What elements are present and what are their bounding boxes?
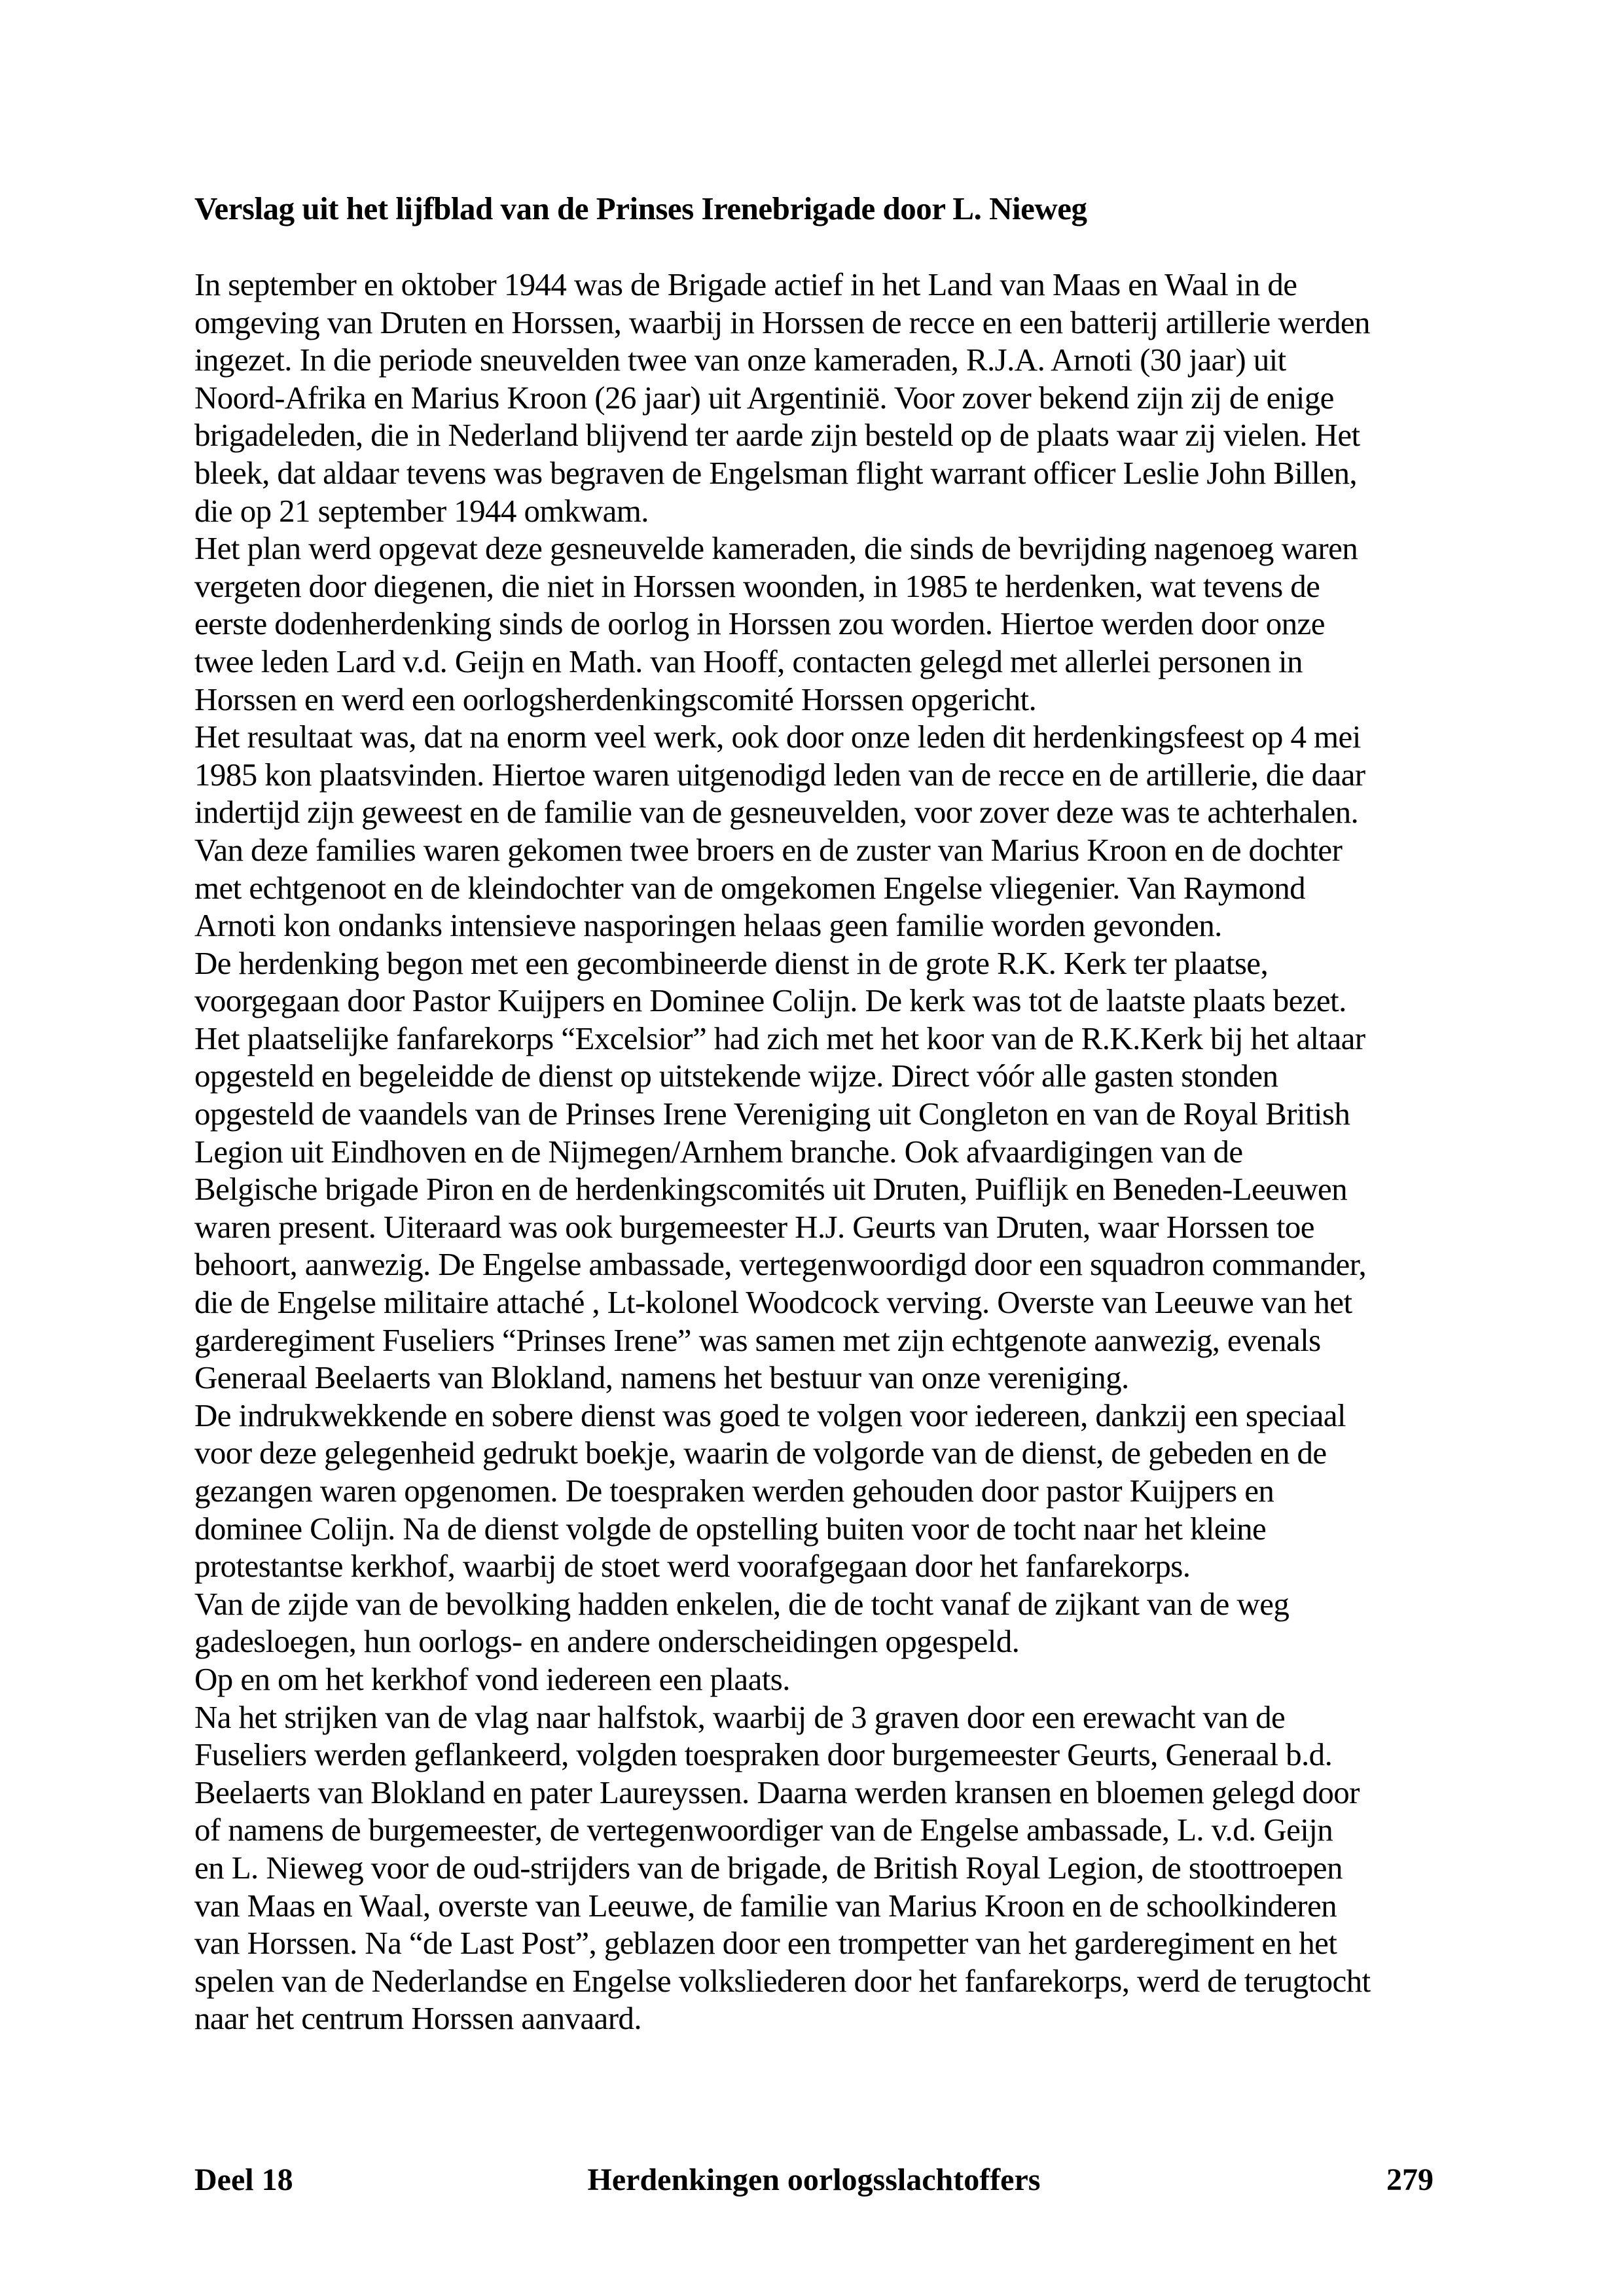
text-line: protestantse kerkhof, waarbij de stoet werd voorafgegaan door het fanfarekorps. xyxy=(194,1548,1191,1585)
text-line: Generaal Beelaerts van Blokland, namens het bestuur van onze vereniging. xyxy=(194,1359,1129,1396)
text-line: Het plan werd opgevat deze gesneuvelde kameraden, die sinds de bevrijding nagenoeg waren xyxy=(194,530,1358,567)
text-line: omgeving van Druten en Horssen, waarbij in Horssen de recce en een batterij artillerie werden xyxy=(194,304,1370,340)
text-line: Op en om het kerkhof vond iedereen een plaats. xyxy=(194,1660,790,1697)
text-line: De herdenking begon met een gecombineerde dienst in de grote R.K. Kerk ter plaatse, xyxy=(194,944,1269,981)
text-line: 1985 kon plaatsvinden. Hiertoe waren uitgenodigd leden van de recce en de artillerie, die daar xyxy=(194,756,1365,793)
text-line: die de Engelse militaire attaché , Lt-kolonel Woodcock verving. Overste van Leeuwe van het xyxy=(194,1284,1352,1321)
text-line: brigadeleden, die in Nederland blijvend ter aarde zijn besteld op de plaats waar zij vielen. Het xyxy=(194,417,1360,454)
text-line: die op 21 september 1944 omkwam. xyxy=(194,492,649,529)
text-line: naar het centrum Horssen aanvaard. xyxy=(194,2000,641,2037)
page-footer xyxy=(194,2161,1434,2199)
text-line: van Maas en Waal, overste van Leeuwe, de familie van Marius Kroon en de schoolkinderen xyxy=(194,1887,1337,1924)
document-content xyxy=(194,190,1438,2037)
text-line: De indrukwekkende en sobere dienst was goed te volgen voor iedereen, dankzij een speciaal xyxy=(194,1397,1346,1433)
text-line: Horssen en werd een oorlogsherdenkingscomité Horssen opgericht. xyxy=(194,681,1037,717)
text-line: gezangen waren opgenomen. De toespraken werden gehouden door pastor Kuijpers en xyxy=(194,1473,1274,1509)
text-line: Het plaatselijke fanfarekorps “Excelsior” had zich met het koor van de R.K.Kerk bij het altaar xyxy=(194,1020,1365,1056)
text-line: voor deze gelegenheid gedrukt boekje, waarin de volgorde van de dienst, de gebeden en de xyxy=(194,1435,1327,1471)
text-line: Van deze families waren gekomen twee broers en de zuster van Marius Kroon en de dochter xyxy=(194,831,1343,868)
text-line: Arnoti kon ondanks intensieve nasporingen helaas geen familie worden gevonden. xyxy=(194,907,1222,944)
text-line: Het resultaat was, dat na enorm veel werk, ook door onze leden dit herdenkingsfeest op 4 mei xyxy=(194,719,1361,755)
text-line: dominee Colijn. Na de dienst volgde de opstelling buiten voor de tocht naar het kleine xyxy=(194,1510,1267,1547)
text-line: garderegiment Fuseliers “Prinses Irene” was samen met zijn echtgenote aanwezig, evenals xyxy=(194,1321,1321,1358)
text-line: Legion uit Eindhoven en de Nijmegen/Arnhem branche. Ook afvaardigingen van de xyxy=(194,1133,1243,1170)
text-line: voorgegaan door Pastor Kuijpers en Dominee Colijn. De kerk was tot de laatste plaats bezet. xyxy=(194,982,1346,1019)
text-line: Noord-Afrika en Marius Kroon (26 jaar) uit Argentinië. Voor zover bekend zijn zij de enige xyxy=(194,379,1334,416)
text-line: opgesteld de vaandels van de Prinses Irene Vereniging uit Congleton en van de Royal British xyxy=(194,1096,1350,1132)
text-line: twee leden Lard v.d. Geijn en Math. van Hooff, contacten gelegd met allerlei personen in xyxy=(194,643,1303,679)
text-line: vergeten door diegenen, die niet in Horssen woonden, in 1985 te herdenken, wat tevens de xyxy=(194,567,1320,604)
text-line: Van de zijde van de bevolking hadden enkelen, die de tocht vanaf de zijkant van de weg xyxy=(194,1585,1290,1622)
text-line: indertijd zijn geweest en de familie van de gesneuvelden, voor zover deze was te achterhalen. xyxy=(194,794,1359,831)
text-line: Fuseliers werden geflankeerd, volgden toespraken door burgemeester Geurts, Generaal b.d. xyxy=(194,1736,1333,1773)
text-line: opgesteld en begeleidde de dienst op uitstekende wijze. Direct vóór alle gasten stonden xyxy=(194,1058,1278,1094)
text-line: behoort, aanwezig. De Engelse ambassade, vertegenwoordigd door een squadron commander, xyxy=(194,1246,1367,1283)
text-line: en L. Nieweg voor de oud-strijders van de brigade, de British Royal Legion, de stoottroepen xyxy=(194,1849,1343,1886)
text-line: bleek, dat aldaar tevens was begraven de Engelsman flight warrant officer Leslie John Billen, xyxy=(194,454,1358,491)
footer-section-label: Deel 18 xyxy=(194,2162,293,2197)
text-line: Na het strijken van de vlag naar halfstok, waarbij de 3 graven door een erewacht van de xyxy=(194,1698,1286,1735)
text-line: spelen van de Nederlandse en Engelse volksliederen door het fanfarekorps, werd de terugtocht xyxy=(194,1962,1371,1999)
footer-chapter-title: Herdenkingen oorlogsslachtoffers xyxy=(587,2162,1041,2197)
text-line: met echtgenoot en de kleindochter van de omgekomen Engelse vliegenier. Van Raymond xyxy=(194,869,1306,906)
text-line: ingezet. In die periode sneuvelden twee van onze kameraden, R.J.A. Arnoti (30 jaar) uit xyxy=(194,342,1286,378)
text-line: waren present. Uiteraard was ook burgemeester H.J. Geurts van Druten, waar Horssen toe xyxy=(194,1208,1314,1245)
text-line: of namens de burgemeester, de vertegenwoordiger van de Engelse ambassade, L. v.d. Geijn xyxy=(194,1812,1333,1848)
text-line: gadesloegen, hun oorlogs- en andere onderscheidingen opgespeld. xyxy=(194,1623,1020,1660)
document-title: Verslag uit het lijfblad van de Prinses Irenebrigade door L. Nieweg xyxy=(194,190,1087,226)
text-line: Beelaerts van Blokland en pater Laureyssen. Daarna werden kransen en bloemen gelegd door xyxy=(194,1774,1360,1810)
document-body-text xyxy=(194,266,1438,2037)
text-line: Belgische brigade Piron en de herdenkingscomités uit Druten, Puiflijk en Beneden-Leeuwen xyxy=(194,1171,1348,1208)
text-line: In september en oktober 1944 was de Brigade actief in het Land van Maas en Waal in de xyxy=(194,266,1297,302)
text-line: van Horssen. Na “de Last Post”, geblazen door een trompetter van het garderegiment en het xyxy=(194,1925,1337,1962)
footer-page-number: 279 xyxy=(1386,2162,1434,2197)
text-line: eerste dodenherdenking sinds de oorlog in Horssen zou worden. Hiertoe werden door onze xyxy=(194,605,1325,642)
